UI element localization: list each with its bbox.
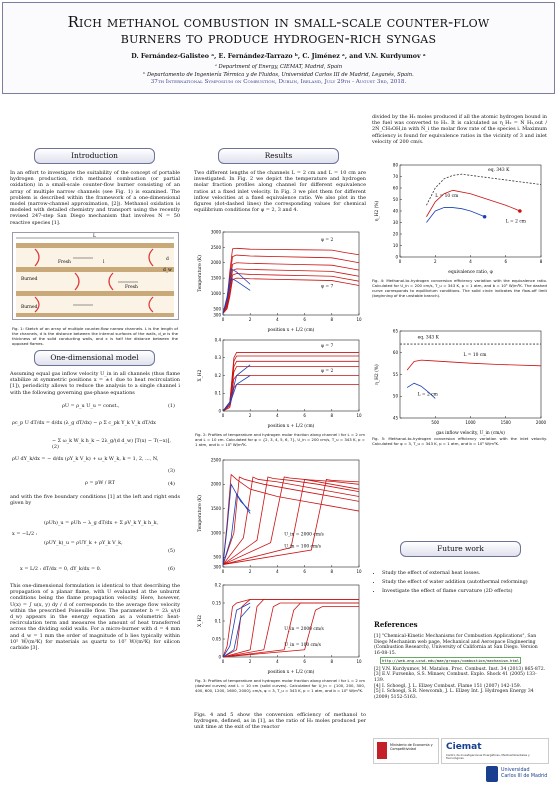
- chart-annotation: φ = 2: [320, 238, 334, 244]
- y-tick-label: 1000: [210, 530, 221, 536]
- introduction-text: In an effort to investigate the suitability of the concept of portable hydrogen production, rich methanol combustion (or partial oxidation) in a small-scale counter-flow burner consisting of an array of multiple narrow channels (see Fig. 1) is examined. The problem is described within the framework of a one-dimensional model (narrow-channel approximation, [2]). Methanol oxidation is modeled with detailed chemistry and transport using the recently revised 247-step San Diego mechanism that involves N = 50 reactive species [1].: [10, 170, 180, 226]
- fig1-caption: Fig. 1: Sketch of an array of multiple counter-flow narrow channels. L is the length of the channels, d is the distance between the internal surfaces of the walls, d_w is the thickness of the solid conducting walls, and x is half the distance between the opposed flames.: [12, 326, 178, 346]
- x-tick-label: 6: [504, 259, 508, 264]
- reference-item: [3] E.V. Fursenko, S.S. Minaev, Combust. Explo. Shock 41 (2005) 133-139.: [374, 672, 537, 683]
- chart-annotation: L = 2 cm: [417, 392, 438, 398]
- x-tick-label: 4: [276, 413, 279, 418]
- references-heading: References: [374, 620, 418, 629]
- y-tick-label: 50: [392, 393, 398, 399]
- x-tick-label: 4: [276, 569, 279, 574]
- flow-off-marker: [483, 215, 487, 219]
- y-tick-label: 60: [392, 350, 398, 356]
- conference-line: 37th International Symposium on Combustion, Dublin, Ireland, July 29th - August 3rd, 2018.: [150, 79, 407, 85]
- y-tick-label: 3000: [210, 229, 221, 235]
- y-tick-label: 0: [218, 408, 221, 414]
- y-tick-label: 55: [392, 371, 398, 377]
- reference-item: [1] "Chemical-Kinetic Mechanisms for Combustion Applications", San Diego Mechanism web page, Mechanical and Aerospace Engineering (Combustion Research), University of California at San Diego. Version 16-08-15.: [374, 634, 538, 657]
- label-fresh: Fresh: [125, 285, 138, 290]
- x-tick-label: 10: [356, 569, 362, 574]
- channel: [16, 272, 174, 291]
- y-tick-label: 10: [392, 242, 398, 248]
- x-tick-label: 2: [433, 259, 437, 264]
- chart-annotation: φ = 2: [320, 368, 334, 374]
- y-tick-label: 300: [213, 564, 221, 570]
- y-tick-label: 70: [392, 173, 398, 179]
- channel: [16, 296, 174, 313]
- label-dw: d_w: [163, 268, 172, 273]
- chart-annotation: φ = 7: [320, 344, 334, 350]
- wall: [16, 313, 174, 317]
- y-tick-label: 2500: [210, 244, 221, 250]
- equation-2-line2: − Σ ω_k W_k h_k − 2λ_g/(d d_w) [T(x) − T(−x)], (2): [52, 438, 171, 450]
- fig3-caption: Fig. 3: Profiles of temperature and hydrogen molar fraction along channel i for L = 2 cm (dashed curves) and L = 10 cm (solid curves). Calculated for U_in = {100, 200, 300, 400, 600, 1200, 1600, 2000} cm/s, φ = 3, T_u = 343 K, p = 1 atm, and b = 10⁵ W/m³K.: [195, 678, 365, 693]
- label-burned: Burned: [21, 277, 38, 282]
- fig2-caption: Fig. 2: Profiles of temperature and hydrogen molar fraction along channel i for L = 2 cm and L = 10 cm. Calculated for φ = {2, 3, 4, 5, 6, 7}, U_in = 200 cm/s, T_u = 343 K, p = 1 atm, and b = 10⁵ W/m³K.: [195, 432, 365, 447]
- channel-array-sketch: [13, 233, 178, 319]
- y-tick-label: 300: [213, 312, 221, 318]
- fig4-efficiency-vs-phi-chart: [372, 160, 547, 275]
- fig1-sketch: [12, 232, 179, 320]
- future-work-heading: Future work: [400, 541, 521, 557]
- affiliation-b: ᵇ Departamento de Ingeniería Térmica y de Fluidos, Universidad Carlos III de Madrid, Leganés, Spain.: [143, 72, 414, 78]
- uc3m-logo-text: [501, 768, 547, 779]
- future-item: • Investigate the effect of flame curvature (2D effects): [382, 588, 546, 594]
- x-axis-label: position x + L/2 (cm): [267, 670, 315, 675]
- chart-annotation: eq. 343 K: [488, 167, 510, 173]
- plot-area: [223, 460, 359, 567]
- fig3-hydrogen-chart: [195, 580, 365, 675]
- title-line-1: Rich methanol combustion in small-scale counter-flow: [67, 13, 490, 31]
- y-tick-label: 500: [213, 554, 221, 560]
- label-fresh: Fresh: [58, 260, 71, 265]
- x-tick-label: 6: [303, 659, 306, 664]
- wall: [16, 291, 174, 296]
- y-tick-label: 40: [392, 208, 398, 214]
- reference-item: [2] V.N. Kurdyumov, M. Matalon. Proc. Combust. Inst. 34 (2013) 865-872.: [374, 666, 546, 672]
- wall: [16, 243, 174, 248]
- y-axis-label: X_H2: [198, 369, 203, 382]
- y-tick-label: 80: [392, 162, 398, 168]
- ciemat-logo: [441, 738, 549, 764]
- results-text-2: Figs. 4 and 5 show the conversion efficiency of methanol to hydrogen, defined, as in [1], as the ratio of H₂ moles produced per unit time at the exit of the reactor: [194, 712, 366, 731]
- y-tick-label: 2000: [210, 260, 221, 266]
- authors: D. Fernández-Galisteo ᵃ, E. Fernández-Tarrazo ᵇ, C. Jiménez ᵃ, and V.N. Kurdyumov ᵃ: [131, 53, 426, 60]
- y-tick-label: 1500: [210, 506, 221, 512]
- y-tick-label: 500: [213, 306, 221, 312]
- x-tick-label: 0: [221, 569, 225, 574]
- x-tick-label: 6: [303, 569, 306, 574]
- equation-1: ρU = ρ_u U_u = const.,: [62, 403, 120, 409]
- y-axis-label: Temperature (K): [198, 255, 203, 292]
- y-axis-label: X_H2: [198, 615, 203, 627]
- label-l: l: [103, 260, 105, 265]
- fig2-hydrogen-chart: [195, 335, 365, 429]
- affiliation-a: ᵃ Department of Energy, CIEMAT, Madrid, Spain: [214, 64, 343, 70]
- equation-5b: (ρUY_k)_u = ρUY_k + ρY_k V_k,: [44, 540, 123, 546]
- x-tick-label: 0: [221, 413, 225, 418]
- coat-of-arms-icon: [377, 742, 387, 759]
- y-tick-label: 0.1: [214, 618, 221, 624]
- future-item: • Study the effect of water addition (autothermal reforming): [382, 579, 546, 585]
- x-tick-label: 1000: [465, 420, 476, 425]
- y-tick-label: 0.3: [214, 355, 221, 361]
- y-tick-label: 1000: [210, 290, 221, 296]
- flow-off-marker: [518, 209, 522, 213]
- poster-title: [0, 14, 557, 46]
- reference-item: [4] I. Schoegl, J. L. Ellzey Combust. Flame 151 (2007) 142-159.: [374, 683, 522, 689]
- x-tick-label: 10: [356, 659, 362, 664]
- equation-2-line1: ρc_p U dT/dx = d/dx (λ_g dT/dx) − ρ Σ c_pk Y_k V_k dT/dx: [12, 420, 156, 426]
- equation-3: ρU dY_k/dx = − d/dx (ρY_k V_k) + ω_k W_k, k = 1, 2, ..., N,: [12, 456, 159, 462]
- x-tick-label: 8: [539, 259, 543, 264]
- results-text-1: Two different lengths of the channels L = 2 cm and L = 10 cm are investigated. In Fig. 2 we depict the temperature and hydrogen molar fraction profiles along channel for different equivalence ratios at a fixed inlet velocity. In Fig. 3 we plot them for different inflow velocities at a fixed equivalence ratio. We also plot in the figures (dot-dashed lines) the corresponding values for chemical equilibrium conditions for φ = 2, 3 and 4.: [194, 170, 366, 214]
- y-tick-label: 0.05: [212, 636, 221, 642]
- y-tick-label: 0: [395, 254, 398, 260]
- model-heading: One-dimensional model: [34, 350, 155, 366]
- equation-5-lhs: x = −L/2 :: [12, 531, 38, 537]
- y-tick-label: 45: [392, 415, 398, 421]
- x-tick-label: 6: [303, 317, 306, 322]
- model-text-2: and with the five boundary conditions [1] at the left and right ends given by: [10, 494, 180, 507]
- x-axis-label: position x + L/2 (cm): [267, 424, 315, 429]
- y-tick-label: 0.2: [214, 582, 221, 588]
- model-text-1: Assuming equal gas inflow velocity U_in in all channels (thus flame stabilize at symmetric positions x = ±ℓ due to heat recirculation [1]), periodicity allows to reduce the analysis to a single channel i with the following governing gas-phase equations: [10, 371, 180, 396]
- chart-annotation: L = 2 cm: [505, 219, 526, 225]
- model-text-3: This one-dimensional formulation is identical to that describing the propagation of a planar flame, with U evaluated at the unburnt conditions being the flame propagation velocity. Here, however, U(x) = ∫ u(x, y) dy / d of corresponds to the average flow velocity within the prescribed Poiseuille flow. The parameter b = 2λ_s/(d d_w) appears in the energy equation as a volumetric heat-recirculation term and measures the amount of heat transferred across the dividing solid walls. For a micro-burner with d = 4 mm and d_w = 1 mm the order of magnitude of b lies typically within 10⁵ W/(m³K) for materials as quartz to 10⁷ W/(m³K) for silicon carbide [3].: [10, 583, 180, 652]
- ministry-name: Ministerio de Economía y Competitividad: [390, 743, 433, 752]
- y-tick-label: 0.1: [214, 390, 221, 396]
- x-tick-label: 10: [356, 317, 362, 322]
- y-axis-label: η_H2 (%): [375, 200, 380, 222]
- x-tick-label: 8: [330, 569, 334, 574]
- fig4-caption: Fig. 4: Methanol-to-hydrogen conversion efficiency variation with the equivalence ratio. Calculated for U_in = 200 cm/s, T_u = 343 K, p = 1 atm, and b = 10⁵ W/m³K. The dashed curve corresponds to equilibrium conditions. The solid circle indicates the flow-off limit (beginning of the unstable branch).: [372, 278, 547, 298]
- x-tick-label: 500: [431, 420, 440, 425]
- x-tick-label: 0: [221, 317, 225, 322]
- y-tick-label: 0.15: [212, 600, 221, 606]
- chart-annotation: φ = 7: [320, 284, 334, 290]
- label-d: d: [166, 257, 169, 262]
- y-tick-label: 2500: [210, 457, 221, 463]
- right-text-1: divided by the H₂ moles produced if all the atomic hydrogen bound in the fuel was converted to H₂. It is calculated as η_H₂ = Ṅ_H₂,out / 2Ṅ_CH₃OH,in with Ṅ_i the molar flow rate of the species i. Maximum efficiency is found for equivalence ratios in the vicinity of 3 and inlet velocity of 200 cm/s.: [372, 114, 547, 145]
- equation-4: ρ = pW / RT: [85, 480, 115, 486]
- equation-1-number: (1): [168, 403, 175, 409]
- fig5-efficiency-vs-velocity-chart: [372, 326, 547, 436]
- equation-6: x = L/2 : dT/dx = 0, dY_k/dx = 0.: [20, 566, 102, 572]
- x-tick-label: 6: [303, 413, 306, 418]
- future-work-list: [374, 570, 546, 597]
- equation-6-number: (6): [168, 566, 175, 572]
- x-tick-label: 4: [276, 317, 279, 322]
- equation-3-number: (3): [168, 468, 175, 474]
- channel: [16, 248, 174, 267]
- x-axis-label: equivalence ratio, φ: [448, 270, 493, 275]
- equation-5a: (ρUh)_u = ρUh − λ_g dT/dx + Σ ρV_k Y_k h_k,: [44, 520, 159, 526]
- x-tick-label: 8: [330, 317, 334, 322]
- fig3-temperature-chart: [195, 455, 365, 577]
- x-axis-label: gas inflow velocity, U_in (cm/s): [436, 431, 505, 436]
- equation-5-number: (5): [168, 548, 175, 554]
- equation-4-number: (4): [168, 481, 175, 487]
- label-L: L: [93, 234, 96, 239]
- uc3m-shield-icon: [486, 766, 498, 782]
- results-heading: Results: [218, 148, 339, 164]
- y-tick-label: 60: [392, 185, 398, 191]
- y-axis-label: η_H2 (%): [375, 364, 380, 385]
- y-tick-label: 50: [392, 196, 398, 202]
- x-tick-label: 0: [398, 259, 402, 264]
- uc3m-line-2: Carlos III de Madrid: [501, 773, 548, 779]
- x-tick-label: 4: [276, 659, 279, 664]
- y-tick-label: 20: [392, 231, 398, 237]
- label-burned: Burned: [21, 305, 38, 310]
- y-tick-label: 2000: [210, 481, 221, 487]
- y-tick-label: 30: [392, 219, 398, 225]
- title-line-2: burners to produce hydrogen-rich syngas: [120, 29, 437, 47]
- chart-annotation: U_in = 2000 cm/s: [284, 627, 324, 632]
- chart-annotation: L = 10 cm: [463, 353, 487, 359]
- wall: [16, 267, 174, 272]
- x-tick-label: 2: [248, 569, 252, 574]
- y-tick-label: 65: [392, 328, 398, 334]
- x-tick-label: 2000: [535, 420, 547, 425]
- x-tick-label: 2: [248, 413, 252, 418]
- chart-annotation: U_in = 100 cm/s: [284, 643, 321, 649]
- fig2-temperature-chart: [195, 227, 365, 333]
- future-item: • Study the effect of external heat losses.: [382, 570, 546, 576]
- y-tick-label: 1500: [210, 275, 221, 281]
- uc3m-line-1: Universidad: [501, 768, 530, 773]
- chart-annotation: eq. 343 K: [417, 335, 439, 341]
- ciemat-subtitle: Centro de Investigaciones Energéticas, Medioambientales y Tecnológicas: [446, 753, 530, 761]
- x-tick-label: 2: [248, 317, 252, 322]
- x-tick-label: 8: [330, 413, 334, 418]
- ministry-logo: [373, 738, 439, 764]
- references-list: [374, 634, 546, 701]
- ciemat-wordmark: Ciemat: [446, 742, 482, 752]
- chart-annotation: L = 10 cm: [435, 194, 459, 200]
- chart-annotation: U_in = 100 cm/s: [284, 544, 321, 550]
- chart-annotation: U_in = 2000 cm/s: [284, 532, 324, 538]
- x-tick-label: 2: [248, 659, 252, 664]
- reference-link[interactable]: http://web.eng.ucsd.edu/mae/groups/combustion/mechanism.html: [382, 657, 520, 663]
- reference-item: [5] I. Schoegl, S.R. Newcomb, J. L. Ellzey Int. J. Hydrogen Energy 34 (2009) 5152-5163.: [374, 689, 534, 701]
- x-tick-label: 10: [356, 413, 362, 418]
- plot-area: [223, 232, 359, 315]
- x-axis-label: position x + L/2 (cm): [267, 328, 315, 333]
- fig5-caption: Fig. 5: Methanol-to-hydrogen conversion efficiency variation with the inlet velocity. Calculated for φ = 3, T_u = 343 K, p = 1 atm, and b = 10⁵ W/m³K.: [372, 436, 547, 446]
- x-tick-label: 8: [330, 659, 334, 664]
- y-tick-label: 0: [218, 654, 221, 660]
- y-axis-label: Temperature (K): [198, 495, 203, 532]
- x-tick-label: 1500: [500, 420, 511, 425]
- y-tick-label: 0.4: [214, 337, 221, 343]
- x-tick-label: 0: [221, 659, 225, 664]
- y-tick-label: 0.2: [214, 372, 221, 378]
- introduction-heading: Introduction: [34, 148, 155, 164]
- x-tick-label: 4: [469, 259, 472, 264]
